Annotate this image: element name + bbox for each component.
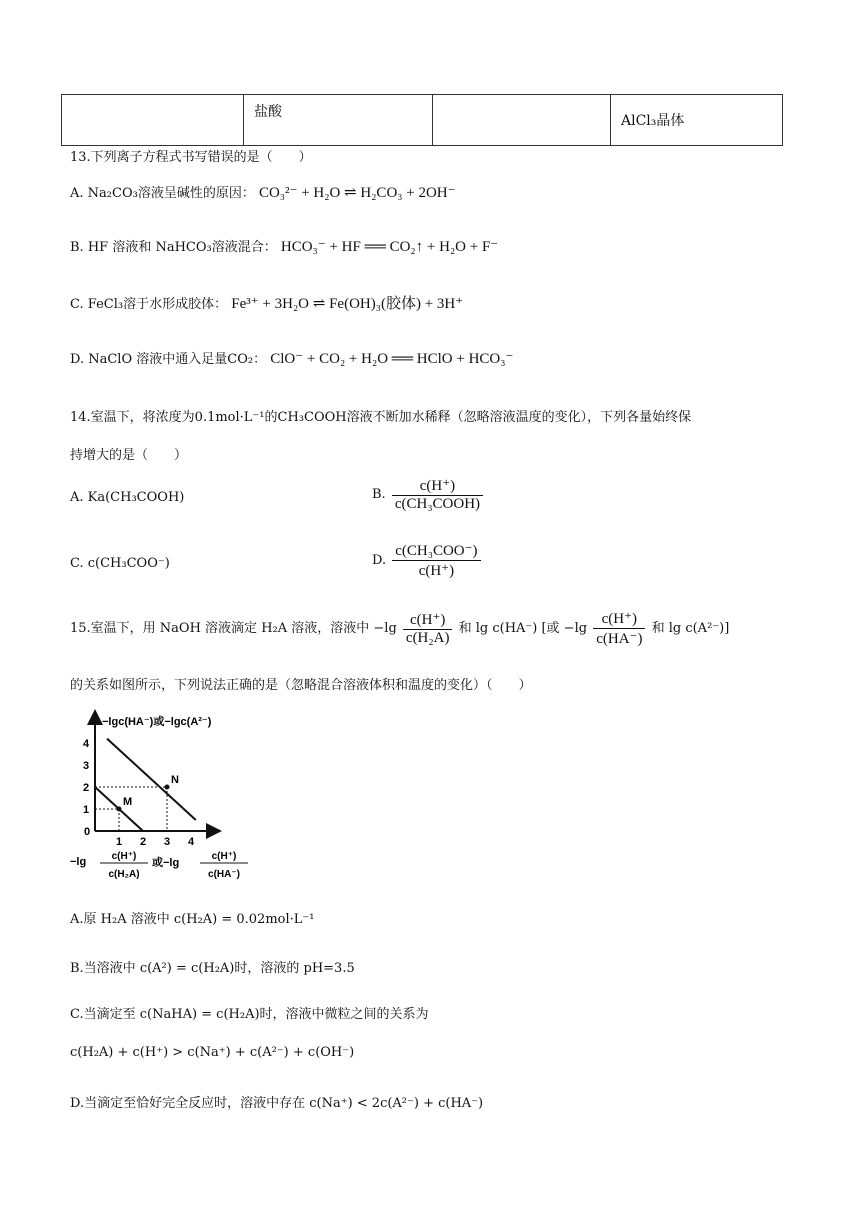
stem-text: 和 lg c(A²⁻)] — [651, 621, 730, 636]
option-text: NaClO 溶液中通入足量CO₂： — [88, 352, 267, 367]
option-label: C. — [70, 297, 84, 312]
y-tick-label: 1 — [83, 804, 90, 816]
equation: ClO⁻ + CO₂ + H₂O ══ HClO + HCO₃⁻ — [270, 351, 514, 367]
numerator: c(H⁺) — [392, 476, 483, 496]
q14-stem-line1: 14.室温下，将浓度为0.1mol·L⁻¹的CH₃COOH溶液不断加水稀释（忽略溶液温度的变化），下列各量始终保 — [70, 410, 692, 425]
point-label: N — [171, 774, 179, 786]
denominator: c(H⁺) — [418, 563, 455, 579]
denominator: c(HA⁻) — [596, 631, 643, 647]
option-label: D. — [70, 352, 85, 367]
y-tick-label: 2 — [83, 782, 90, 794]
x-label-f1-den: c(H₂A) — [108, 869, 140, 880]
option-label: B. — [372, 487, 386, 502]
option-text: Na₂CO₃溶液呈碱性的原因： — [87, 186, 255, 201]
option-label: A. — [70, 186, 84, 201]
q15-option-a: A.原 H₂A 溶液中 c(H₂A) = 0.02mol·L⁻¹ — [70, 912, 315, 927]
fraction — [392, 541, 480, 580]
q13-option-c — [70, 292, 463, 313]
point-M — [117, 807, 122, 812]
fraction — [392, 476, 483, 513]
q15-stem-line2: 的关系如图所示，下列说法正确的是（忽略混合溶液体积和温度的变化）（ ） — [70, 678, 532, 693]
q15-option-d: D.当滴定至恰好完全反应时，溶液中存在 c(Na⁺) < 2c(A²⁻) + c(HA⁻) — [70, 1096, 484, 1111]
x-label-prefix: −lg — [70, 856, 87, 868]
table-cell — [62, 95, 244, 146]
y-axis-label: −lgc(HA⁻)或−lgc(A²⁻) — [102, 716, 212, 728]
point-label: M — [123, 796, 133, 808]
table-row — [62, 95, 783, 146]
q13-option-a — [70, 182, 456, 202]
y-tick-label: 3 — [83, 760, 90, 772]
denominator: c(CH₃COOH) — [394, 496, 481, 512]
equation: HCO₃⁻ + HF ══ CO₂↑ + H₂O + F⁻ — [280, 239, 499, 255]
q14-option-b — [372, 476, 485, 513]
fraction — [403, 610, 453, 647]
titration-graph — [68, 705, 258, 890]
option-label: B. — [70, 240, 84, 255]
top-table — [61, 94, 783, 146]
x-label-mid: 或−lg — [152, 857, 180, 869]
x-label-f2-den: c(HA⁻) — [208, 869, 240, 880]
table-cell: 盐酸 — [244, 95, 433, 146]
table-cell: AlCl₃晶体 — [611, 95, 783, 146]
point-N — [165, 785, 170, 790]
fraction — [593, 609, 645, 648]
q14-option-a: A. Ka(CH₃COOH) — [70, 490, 185, 505]
x-tick-label: 3 — [164, 836, 171, 848]
origin-label: 0 — [84, 826, 91, 838]
equation: CO₃²⁻ + H₂O ⇌ H₂CO₃ + 2OH⁻ — [258, 185, 456, 201]
q14-stem-line2: 持增大的是（ ） — [70, 448, 188, 463]
stem-text: 和 lg c(HA⁻) [或 −lg — [458, 621, 588, 636]
x-tick-label: 4 — [188, 836, 195, 848]
option-label: D. — [372, 553, 387, 568]
table-cell — [433, 95, 611, 146]
q13-stem: 13.下列离子方程式书写错误的是（ ） — [70, 150, 312, 165]
option-text: FeCl₃溶于水形成胶体： — [87, 297, 228, 312]
q14-option-d — [372, 541, 483, 580]
stem-text: 15.室温下，用 NaOH 溶液滴定 H₂A 溶液，溶液中 −lg — [70, 621, 397, 636]
option-text: HF 溶液和 NaHCO₃溶液混合： — [87, 240, 277, 255]
q13-option-d — [70, 348, 513, 368]
q15-option-c: C.当滴定至 c(NaHA) = c(H₂A)时，溶液中微粒之间的关系为 — [70, 1007, 429, 1022]
numerator: c(CH₃COO⁻) — [392, 541, 480, 561]
q13-option-b — [70, 236, 498, 256]
denominator: c(H₂A) — [405, 630, 450, 646]
x-label-f1-num: c(H⁺) — [111, 851, 137, 862]
q15-option-c-relation: c(H₂A) + c(H⁺) > c(Na⁺) + c(A²⁻) + c(OH⁻) — [70, 1045, 355, 1060]
numerator: c(H⁺) — [403, 610, 453, 630]
x-tick-label: 2 — [140, 836, 147, 848]
x-tick-label: 1 — [116, 836, 123, 848]
q15-stem-line1 — [70, 609, 729, 648]
x-label-f2-num: c(H⁺) — [211, 851, 237, 862]
y-tick-label: 4 — [83, 738, 90, 750]
equation: Fe³⁺ + 3H₂O ⇌ Fe(OH)₃(胶体) + 3H⁺ — [231, 296, 464, 312]
q14-option-c: C. c(CH₃COO⁻) — [70, 556, 170, 571]
q15-option-b: B.当溶液中 c(A²) = c(H₂A)时，溶液的 pH=3.5 — [70, 961, 355, 976]
numerator: c(H⁺) — [593, 609, 645, 629]
